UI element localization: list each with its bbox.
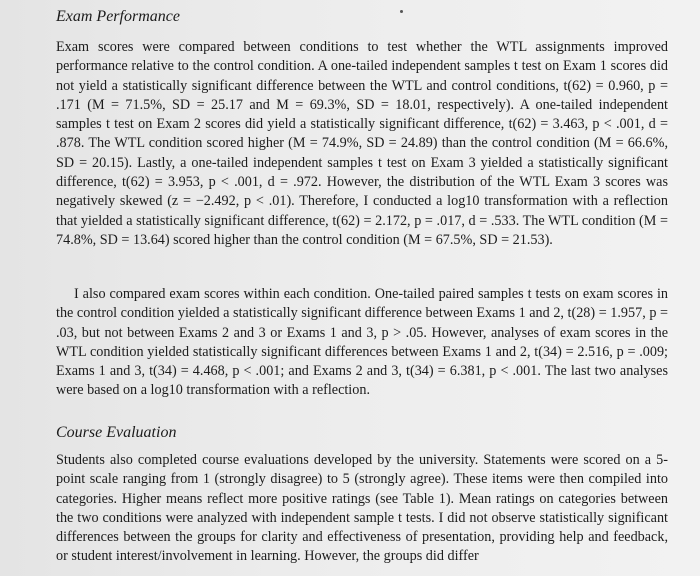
paragraph-within-condition: I also compared exam scores within each condition. One-tailed paired samples t tests on exam scores in the control condition yielded a statistically significant difference between Exams 1 and 2, t(28) = 1.957, p = .03, but not between Exams 2 and 3 or Exams 1 and 3, p > .05. However, analyses of exam scores in the WTL condition yielded statistically significant differences between Exams 1 and 2, t(34) = 2.516, p = .009; Exams 1 and 3, t(34) = 4.468, p < .001; and Exams 2 and 3, t(34) = 6.381, p < .001. The last two analyses were based on a log10 transformation with a reflection. <box>56 286 668 399</box>
section-heading-exam-performance: Exam Performance <box>56 8 180 25</box>
speck-mark <box>400 10 403 13</box>
section-heading-course-evaluation: Course Evaluation <box>56 424 177 441</box>
paragraph-exam-comparison: Exam scores were compared between conditions to test whether the WTL assignments improved performance relative to the control condition. A one-tailed independent samples t test on Exam 1 scores did not yield a statistically significant difference between the WTL and control conditions, t(62) = 0.960, p = .171 (M = 71.5%, SD = 25.17 and M = 69.3%, SD = 18.01, respectively). A one-tailed independent samples t test on Exam 2 scores did yield a statistically significant difference, t(62) = 3.463, p < .001, d = .878. The WTL condition scored higher (M = 74.9%, SD = 24.89) than the control condition (M = 66.6%, SD = 20.15). Lastly, a one-tailed independent samples t test on Exam 3 yielded a statistically significant difference, t(62) = 3.953, p < .001, d = .972. However, the distribution of the WTL Exam 3 scores was negatively skewed (z = −2.492, p < .01). Therefore, I conducted a log10 transformation with a reflection that yielded a statistically significant difference, t(62) = 2.172, p = .017, d = .533. The WTL condition (M = 74.8%, SD = 13.64) scored higher than the control condition (M = 67.5%, SD = 21.53). <box>56 39 668 248</box>
paragraph-course-evaluation: Students also completed course evaluations developed by the university. Statements were scored on a 5-point scale ranging from 1 (strongly disagree) to 5 (strongly agree). These items were then compiled into categories. Higher means reflect more positive ratings (see Table 1). Mean ratings on categories between the two conditions were analyzed with independent sample t tests. I did not observe statistically significant differences between the groups for clarity and effectiveness of presentation, providing help and feedback, or student interest/involvement in learning. However, the groups did differ <box>56 452 668 565</box>
